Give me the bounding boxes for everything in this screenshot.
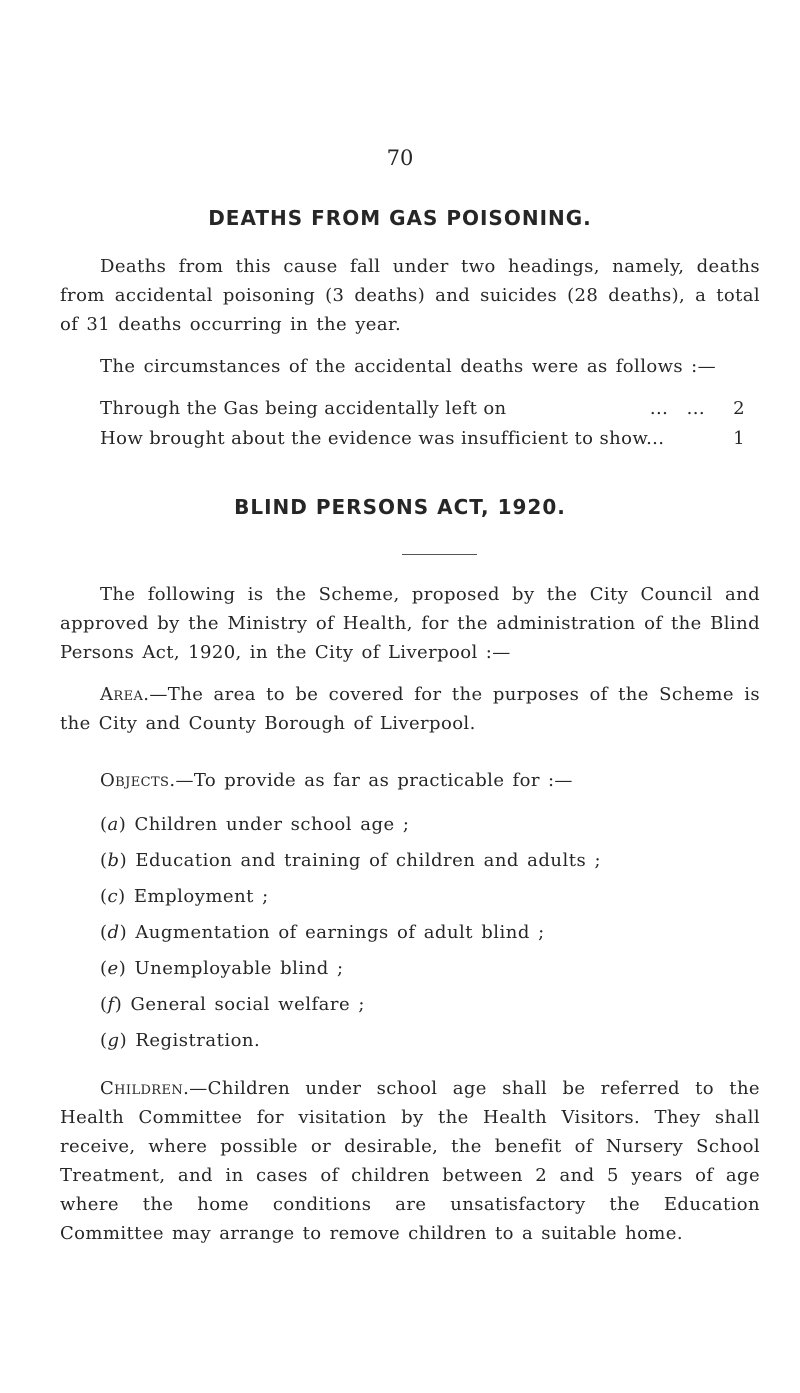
blind-intro-paragraph: The following is the Scheme, proposed by the City Council and approved by the Ministry of Health, for the administration of the Blind Persons Act, 1920, in the City of Liverpool :— [60,584,760,663]
objects-label: Objects. [100,770,176,791]
gas-row-label: How brought about the evidence was insufficient to show... [100,428,665,449]
area-label: Area. [100,684,150,705]
gas-poisoning-paragraph: Deaths from this cause fall under two headings, namely, deaths from accidental poisoning (3 deaths) and suicides (28 deaths), a total of 31 deaths occurring in the year. [60,256,760,335]
gas-row-dots: ... [646,428,665,449]
gas-row-value: 1 [733,428,745,449]
objects-item-a: (a) Children under school age ; [100,814,410,835]
gas-row-left-on [100,394,745,423]
area-text: —The area to be covered for the purposes of the Scheme is the City and County Borough of Liverpool. [60,684,760,734]
objects-text: —To provide as far as practicable for :— [175,770,573,791]
page-number: 70 [386,146,414,170]
children-text: —Children under school age shall be referred to the Health Committee for visitation by the Health Visitors. They shall receive, where possible or desirable, the benefit of Nursery School Treatment, and in cases of children between 2 and 5 years of age where the home conditions are unsatisfactory the Education Committee may arrange to remove children to a suitable home. [60,1078,760,1244]
gas-row-value: 2 [733,398,745,419]
gas-poisoning-heading: DEATHS FROM GAS POISONING. [208,206,592,230]
objects-item-f: (f) General social welfare ; [100,994,365,1015]
blind-persons-heading: BLIND PERSONS ACT, 1920. [234,495,566,519]
heading-rule [402,554,477,555]
area-paragraph [60,680,760,738]
objects-item-g: (g) Registration. [100,1030,261,1051]
objects-item-d: (d) Augmentation of earnings of adult blind ; [100,922,545,943]
objects-paragraph [60,766,760,795]
gas-row-right [650,394,745,423]
children-paragraph [60,1074,760,1248]
children-label: Children. [100,1078,190,1099]
gas-row-insufficient [100,424,745,453]
gas-circumstances-paragraph: The circumstances of the accidental deaths were as follows :— [100,356,717,377]
gas-row-label: Through the Gas being accidentally left on [100,398,507,419]
objects-item-c: (c) Employment ; [100,886,269,907]
objects-item-b: (b) Education and training of children and adults ; [100,850,602,871]
objects-item-e: (e) Unemployable blind ; [100,958,344,979]
gas-row-dots: ... ... [649,398,706,419]
